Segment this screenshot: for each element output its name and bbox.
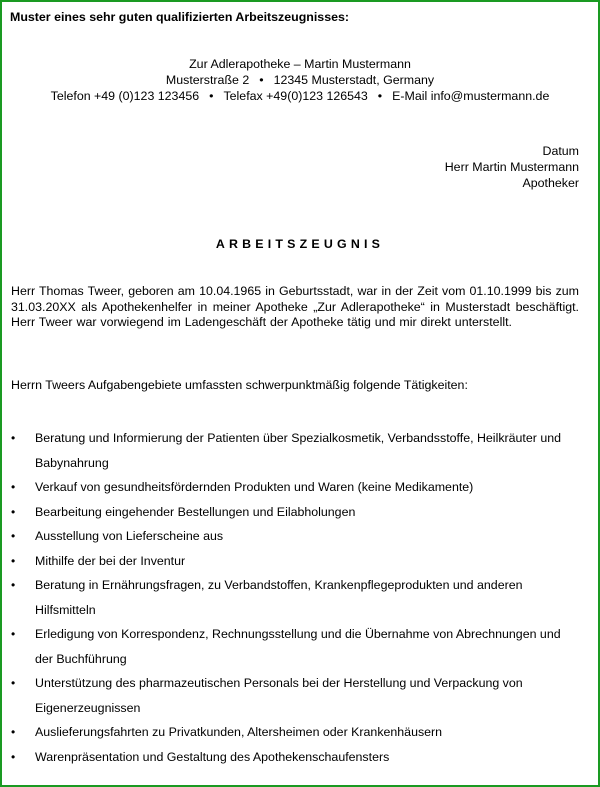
sender-company: Zur Adlerapotheke – Martin Mustermann	[189, 57, 411, 71]
list-item	[11, 524, 579, 549]
document-title: ARBEITSZEUGNIS	[215, 237, 385, 251]
bullet-icon: •	[11, 504, 16, 519]
list-item-text: Mithilfe der bei der Inventur	[35, 553, 186, 568]
recipient-date: Datum	[542, 144, 579, 158]
tasks-intro-paragraph: Herrn Tweers Aufgabengebiete umfassten schwerpunktmäßig folgende Tätigkeiten:	[11, 378, 468, 392]
sender-email: E-Mail info@mustermann.de	[392, 89, 550, 103]
separator-bullet: •	[377, 89, 383, 103]
list-item-text: Warenpräsentation und Gestaltung des Apothekenschaufensters	[35, 749, 390, 764]
list-item	[11, 549, 579, 574]
recipient-block	[445, 143, 579, 191]
sender-fax: Telefax +49(0)123 126543	[223, 89, 368, 103]
intro-paragraph: Herr Thomas Tweer, geboren am 10.04.1965 in Geburtsstadt, war in der Zeit vom 01.10.1999 bis zum 31.03.20XX als Apothekenhelfer in meiner Apotheke „Zur Adlerapotheke“ in Musterstadt beschäftigt. Herr Tweer war vorwiegend im Ladengeschäft der Apotheke tätig und mir direkt unterstellt.	[11, 284, 579, 329]
list-item-text: Erledigung von Korrespondenz, Rechnungsstellung und die Übernahme von Abrechnungen und der Buchführung	[35, 627, 561, 666]
list-item-text: Beratung und Informierung der Patienten über Spezialkosmetik, Verbandsstoffe, Heilkräuter und Babynahrung	[35, 431, 561, 470]
document-heading: Muster eines sehr guten qualifizierten Arbeitszeugnisses:	[10, 10, 349, 24]
list-item	[11, 573, 579, 622]
sender-address-block	[2, 56, 598, 104]
bullet-icon: •	[11, 676, 16, 690]
list-item-text: Beratung in Ernährungsfragen, zu Verbandstoffen, Krankenpflegeprodukten und anderen Hilfsmitteln	[35, 578, 523, 617]
list-item	[11, 475, 579, 500]
sender-phone: Telefon +49 (0)123 123456	[50, 89, 200, 103]
recipient-name: Herr Martin Mustermann	[444, 160, 579, 174]
bullet-icon: •	[11, 749, 16, 764]
sender-street: Musterstraße 2	[165, 73, 250, 87]
bullet-icon: •	[11, 627, 16, 641]
bullet-icon: •	[11, 553, 16, 568]
sender-contact-line	[2, 88, 598, 104]
list-item	[11, 671, 579, 720]
bullet-icon: •	[11, 725, 16, 739]
task-list	[11, 426, 579, 769]
list-item-text: Ausstellung von Lieferscheine aus	[35, 529, 224, 543]
list-item-text: Bearbeitung eingehender Bestellungen und Eilabholungen	[35, 504, 356, 519]
list-item	[11, 500, 579, 525]
list-item-text: Verkauf von gesundheitsfördernden Produkten und Waren (keine Medikamente)	[35, 480, 474, 494]
list-item-text: Auslieferungsfahrten zu Privatkunden, Altersheimen oder Krankenhäusern	[35, 725, 443, 739]
sender-city: 12345 Musterstadt, Germany	[273, 73, 435, 87]
bullet-icon: •	[11, 431, 16, 445]
recipient-role: Apotheker	[522, 176, 579, 190]
separator-bullet: •	[259, 73, 264, 87]
sender-address-line	[2, 72, 598, 88]
bullet-icon: •	[11, 578, 16, 592]
bullet-icon: •	[11, 480, 16, 494]
list-item	[11, 426, 579, 475]
list-item	[11, 720, 579, 745]
bullet-icon: •	[11, 529, 16, 543]
list-item	[11, 622, 579, 671]
separator-bullet: •	[209, 89, 214, 103]
list-item-text: Unterstützung des pharmazeutischen Personals bei der Herstellung und Verpackung von Eigenerzeugnissen	[35, 676, 523, 715]
list-item	[11, 745, 579, 770]
